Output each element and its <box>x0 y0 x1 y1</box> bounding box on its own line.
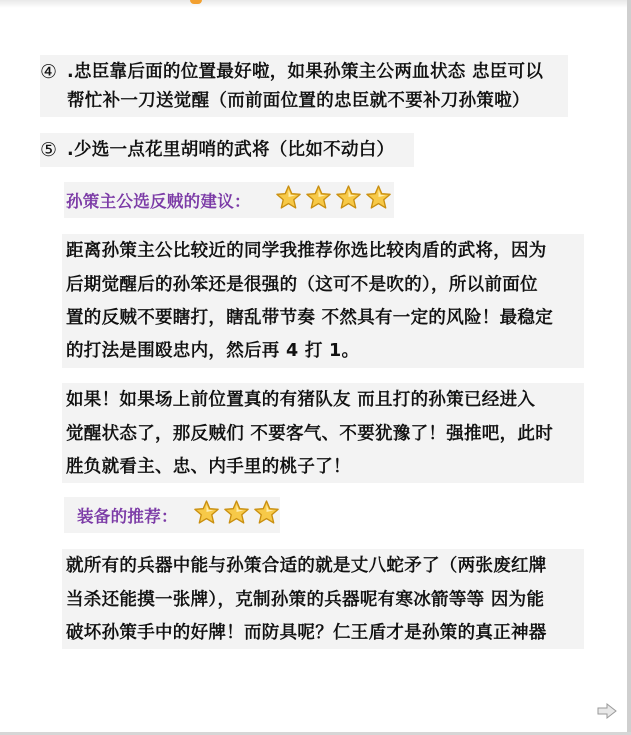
paragraph-line: 当杀还能摸一张牌），克制孙策的兵器呢有寒冰箭等等 因为能 <box>66 590 545 610</box>
paragraph-line: 破坏孙策手中的好牌！而防具呢？仁王盾才是孙策的真正神器 <box>66 623 547 643</box>
rating-stars <box>193 499 283 529</box>
tip-item-5 <box>40 133 414 167</box>
item-number: ⑤ <box>40 139 58 161</box>
star-icon <box>193 499 220 526</box>
item-number: ④ <box>40 61 58 83</box>
paragraph-line: 如果！如果场上前位置真的有猪队友 而且打的孙策已经进入 <box>66 390 536 410</box>
equipment-heading <box>64 497 280 533</box>
equipment-paragraph <box>62 549 584 649</box>
paragraph-line: 觉醒状态了，那反贼们 不要客气、不要犹豫了！强推吧，此时 <box>66 424 553 444</box>
star-icon <box>365 184 392 211</box>
window-top-bar <box>0 0 631 8</box>
paragraph-line: 距离孙策主公比较近的同学我推荐你选比较肉盾的武将，因为 <box>66 241 547 261</box>
star-icon <box>335 184 362 211</box>
rebel-advice-paragraph-1 <box>62 234 584 368</box>
paragraph-line: 就所有的兵器中能与孙策合适的就是丈八蛇矛了（两张废红牌 <box>66 556 547 576</box>
rating-stars <box>275 184 395 214</box>
section-title: 孙策主公选反贼的建议： <box>66 192 251 211</box>
tip-item-4 <box>40 55 568 117</box>
section-title: 装备的推荐： <box>77 507 178 526</box>
star-icon <box>223 499 250 526</box>
item-text-line: .忠臣靠后面的位置最好啦，如果孙策主公两血状态 忠臣可以 <box>67 62 544 82</box>
star-icon <box>253 499 280 526</box>
item-text-line: 帮忙补一刀送觉醒（而前面位置的忠臣就不要补刀孙策啦） <box>67 91 530 111</box>
star-icon <box>305 184 332 211</box>
paragraph-line: 的打法是围殴忠内，然后再 4 打 1。 <box>66 341 360 361</box>
paragraph-line: 置的反贼不要瞎打，瞎乱带节奏 不然具有一定的风险！最稳定 <box>66 308 553 328</box>
paragraph-line: 胜负就看主、忠、内手里的桃子了！ <box>66 457 351 477</box>
paragraph-line: 后期觉醒后的孙笨还是很强的（这可不是吹的），所以前面位 <box>66 275 538 295</box>
window-right-border <box>627 0 631 735</box>
item-text-line: .少选一点花里胡哨的武将（比如不动白） <box>67 140 395 160</box>
next-arrow-icon[interactable] <box>597 703 617 719</box>
rebel-advice-paragraph-2 <box>62 383 584 483</box>
star-icon <box>275 184 302 211</box>
rebel-advice-heading <box>64 182 394 218</box>
